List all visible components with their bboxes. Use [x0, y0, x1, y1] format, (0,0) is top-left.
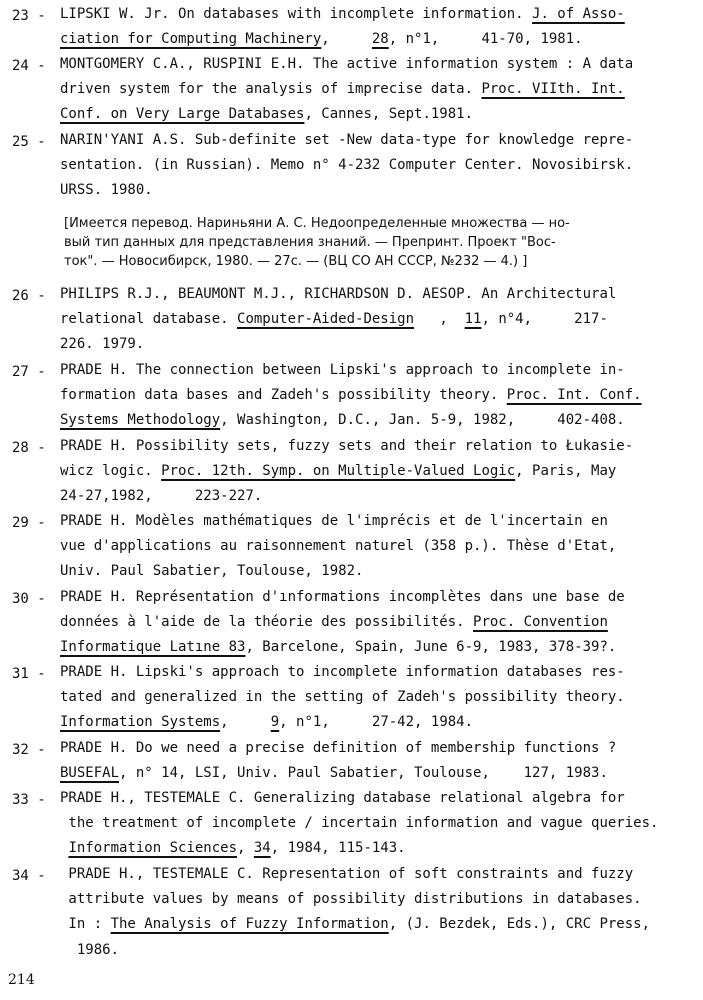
reference-line [60, 434, 633, 459]
reference-source-underlined: ciation for Computing Machinery [60, 31, 322, 48]
reference-text: PRADE H. Do we need a precise definition of membership functions ? [60, 740, 617, 756]
reference-number: 26 - [12, 288, 46, 304]
reference-number: 25 - [12, 134, 46, 150]
reference-number: 33 - [12, 792, 46, 808]
reference-line [60, 383, 642, 408]
reference-line [60, 484, 262, 509]
reference-source-underlined: Conf. on Very Large Databases [60, 106, 305, 123]
reference-line [60, 77, 625, 102]
reference-source-underlined: The Analysis of Fuzzy Information [110, 916, 389, 933]
reference-text: , n° 14, LSI, Univ. Paul Sabatier, Toulouse, 127, 1983. [119, 765, 608, 782]
reference-text: PRADE H. The connection between Lipski's approach to incomplete in- [60, 362, 625, 378]
reference-line [60, 282, 616, 307]
reference-text: relational database. [60, 311, 238, 328]
reference-source-underlined: 28 [371, 31, 389, 48]
reference-number: 24 - [12, 58, 46, 74]
reference-text: , Cannes, Sept.1981. [304, 106, 474, 123]
reference-text: , [220, 714, 271, 731]
reference-line [60, 534, 616, 559]
reference-line [60, 358, 625, 383]
reference-text: PRADE H., TESTEMALE C. Representation of soft constraints and fuzzy [60, 866, 634, 882]
reference-number: 29 - [12, 515, 46, 531]
reference-text: données à l'aide de la théorie des possibilités. [60, 614, 474, 631]
reference-source-underlined: J. of Asso- [532, 6, 625, 22]
reference-text: driven system for the analysis of imprecise data. [60, 81, 482, 98]
reference-text: , n°1, 41-70, 1981. [388, 31, 583, 48]
reference-line [60, 912, 650, 937]
reference-text: NARIN'YANI A.S. Sub-definite set -New data-type for knowledge repre- [60, 132, 634, 148]
reference-source-underlined: Proc. Convention [473, 614, 608, 631]
reference-text: , n°1, 27-42, 1984. [279, 714, 474, 731]
reference-text: LIPSKI W. Jr. On databases with incomplete information. [60, 6, 533, 22]
reference-number: 28 - [12, 440, 46, 456]
reference-text: attribute values by means of possibility distributions in databases. [60, 891, 642, 908]
reference-line [60, 811, 658, 836]
page-number: 214 [8, 972, 35, 988]
reference-text: , (J. Bezdek, Eds.), CRC Press, [388, 916, 651, 933]
reference-line [60, 559, 363, 584]
reference-text: , 1984, 115-143. [270, 840, 406, 857]
reference-text: Univ. Paul Sabatier, Toulouse, 1982. [60, 563, 364, 580]
russian-translation-note: ток". — Новосибирск, 1980. — 27с. — (ВЦ СО АН СССР, №232 — 4.) ] [64, 253, 528, 269]
reference-text: PRADE H. Possibility sets, fuzzy sets and their relation to Łukasie- [60, 438, 634, 454]
reference-line [60, 938, 119, 963]
reference-line [60, 52, 633, 77]
reference-source-underlined: Information Sciences [68, 840, 238, 857]
reference-text: , [237, 840, 254, 857]
reference-text: , Washington, D.C., Jan. 5-9, 1982, 402-408. [220, 412, 625, 429]
reference-line [60, 836, 406, 861]
reference-line [60, 27, 583, 52]
reference-text: In : [60, 916, 111, 933]
reference-text: PRADE H. Modèles mathématiques de l'imprécis et de l'incertain en [60, 513, 608, 529]
reference-line [60, 153, 633, 178]
reference-text: PRADE H. Représentation d'ınformations incomplètes dans une base de [60, 589, 625, 605]
reference-line [60, 761, 608, 786]
reference-source-underlined: Computer-Aided-Design [237, 311, 415, 328]
reference-line [60, 307, 608, 332]
reference-line [60, 736, 616, 761]
reference-source-underlined: BUSEFAL [60, 765, 120, 782]
reference-number: 32 - [12, 742, 46, 758]
reference-line [60, 887, 642, 912]
reference-source-underlined: 9 [270, 714, 280, 731]
reference-text: , [321, 31, 372, 48]
reference-line [60, 178, 153, 203]
reference-line [60, 332, 144, 357]
reference-text: vue d'applications au raisonnement naturel (358 p.). Thèse d'Etat, [60, 538, 617, 555]
reference-line [60, 459, 616, 484]
reference-source-underlined: 34 [253, 840, 271, 857]
reference-text: tated and generalized in the setting of Zadeh's possibility theory. [60, 689, 625, 706]
reference-text: , n°4, 217- [481, 311, 608, 328]
reference-text: PRADE H., TESTEMALE C. Generalizing database relational algebra for [60, 790, 625, 806]
reference-text: sentation. (in Russian). Memo n° 4-232 Computer Center. Novosibirsk. [60, 157, 634, 174]
reference-source-underlined: Proc. VIIth. Int. [481, 81, 625, 98]
reference-line [60, 862, 633, 887]
reference-text: MONTGOMERY C.A., RUSPINI E.H. The active information system : A data [60, 56, 634, 72]
reference-text: PRADE H. Lipski's approach to incomplete information databases res- [60, 664, 625, 680]
reference-source-underlined: Proc. 12th. Symp. on Multiple-Valued Logic [161, 463, 516, 480]
reference-text: 226. 1979. [60, 336, 145, 353]
reference-text: 24-27,1982, 223-227. [60, 488, 263, 505]
reference-line [60, 102, 473, 127]
reference-line [60, 786, 625, 811]
reference-source-underlined: Information Systems [60, 714, 221, 731]
reference-number: 31 - [12, 666, 46, 682]
reference-text: , Barcelone, Spain, June 6-9, 1983, 378-39?. [245, 639, 617, 656]
reference-number: 30 - [12, 591, 46, 607]
reference-source-underlined: Informatique Latıne 83 [60, 639, 246, 656]
reference-text: PHILIPS R.J., BEAUMONT M.J., RICHARDSON D. AESOP. An Architectural [60, 286, 617, 302]
reference-line [60, 660, 625, 685]
reference-line [60, 509, 608, 534]
russian-translation-note: [Имеется перевод. Нариньяни А. С. Недоопределенные множества — но- [64, 215, 570, 231]
reference-line [60, 710, 473, 735]
reference-number: 23 - [12, 8, 46, 24]
reference-line [60, 585, 625, 610]
reference-line [60, 2, 625, 27]
reference-line [60, 610, 608, 635]
reference-source-underlined: Proc. Int. Conf. [506, 387, 642, 404]
reference-line [60, 128, 633, 153]
reference-text: URSS. 1980. [60, 182, 153, 199]
reference-text: the treatment of incomplete / incertain information and vague queries. [60, 815, 659, 832]
reference-number: 27 - [12, 364, 46, 380]
russian-translation-note: вый тип данных для представления знаний. — Препринт. Проект "Вос- [64, 234, 556, 250]
reference-line [60, 408, 625, 433]
reference-text: 1986. [60, 941, 120, 958]
reference-line [60, 635, 616, 660]
reference-text: , Paris, May [515, 463, 617, 480]
reference-text: formation data bases and Zadeh's possibility theory. [60, 387, 507, 404]
reference-text: , [414, 311, 465, 328]
reference-number: 34 - [12, 868, 46, 884]
reference-source-underlined: Systems Methodology [60, 412, 221, 429]
reference-line [60, 685, 625, 710]
reference-text: wicz logic. [60, 463, 162, 480]
reference-source-underlined: 11 [464, 311, 482, 328]
